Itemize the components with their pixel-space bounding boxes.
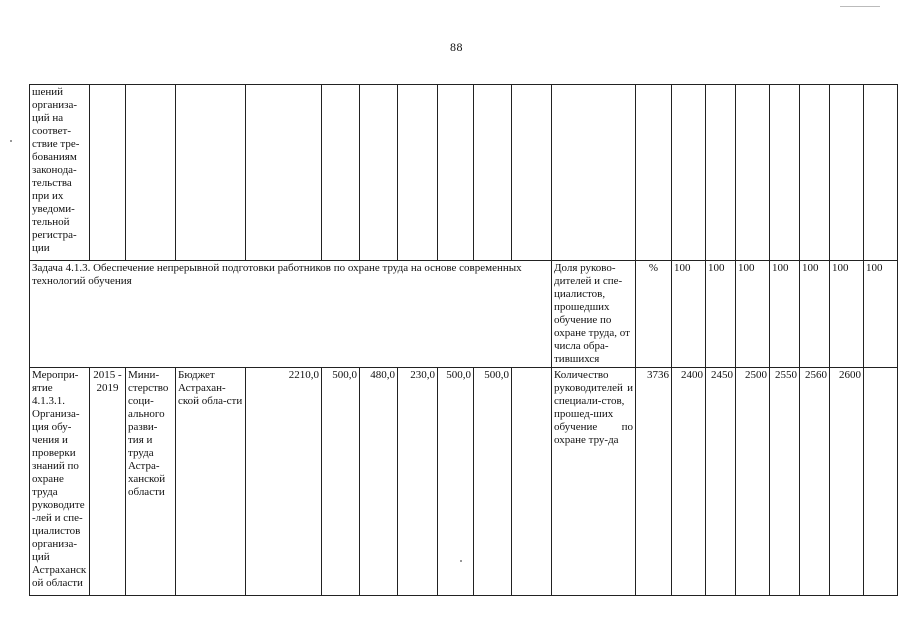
value-cell: 2400 <box>672 368 706 596</box>
empty-cell <box>706 85 736 261</box>
empty-cell <box>770 85 800 261</box>
value-cell: 100 <box>736 261 770 368</box>
empty-cell <box>552 85 636 261</box>
task-cell: Задача 4.1.3. Обеспечение непрерывной подготовки работников по охране труда на основе современных технологий обучения <box>30 261 552 368</box>
funding-source-cell: Бюджет Астрахан-ской обла-сти <box>176 368 246 596</box>
table-row <box>30 368 898 596</box>
empty-cell <box>512 85 552 261</box>
year-cell: 500,0 <box>322 368 360 596</box>
empty-cell <box>474 85 512 261</box>
value-cell: 2550 <box>770 368 800 596</box>
measure-cell: Меропри-ятие 4.1.3.1. Организа-ция обу-чения и проверки знаний по охране труда руководите-лей и спе-циалистов организа-ций Астраханской области <box>30 368 90 596</box>
empty-cell <box>246 85 322 261</box>
empty-cell <box>864 368 898 596</box>
table-row <box>30 85 898 261</box>
table-row <box>30 261 898 368</box>
value-cell: 100 <box>864 261 898 368</box>
year-cell: 500,0 <box>438 368 474 596</box>
year-cell: 480,0 <box>360 368 398 596</box>
scan-artifact <box>840 6 880 7</box>
program-table <box>29 84 898 596</box>
value-cell: 2560 <box>800 368 830 596</box>
empty-cell <box>672 85 706 261</box>
empty-cell <box>864 85 898 261</box>
executor-cell: Мини-стерство соци-ального разви-тия и труда Астра-ханской области <box>126 368 176 596</box>
empty-cell <box>800 85 830 261</box>
value-cell: 2500 <box>736 368 770 596</box>
period-cell: 2015 - 2019 <box>90 368 126 596</box>
unit-cell: % <box>636 261 672 368</box>
page-number: 88 <box>450 40 463 54</box>
year-cell: 230,0 <box>398 368 438 596</box>
year-cell: 500,0 <box>474 368 512 596</box>
value-cell: 2450 <box>706 368 736 596</box>
indicator-cell: Количество руководителей и специали-стов, прошед-ших обучение по охране тру-да <box>552 368 636 596</box>
total-cell: 2210,0 <box>246 368 322 596</box>
empty-cell <box>438 85 474 261</box>
empty-cell <box>176 85 246 261</box>
empty-cell <box>360 85 398 261</box>
value-cell: 100 <box>800 261 830 368</box>
value-cell: 100 <box>770 261 800 368</box>
empty-cell <box>126 85 176 261</box>
value-cell: 100 <box>672 261 706 368</box>
empty-cell <box>322 85 360 261</box>
empty-cell <box>830 85 864 261</box>
value-cell: 2600 <box>830 368 864 596</box>
value-cell: 100 <box>830 261 864 368</box>
value-cell: 100 <box>706 261 736 368</box>
empty-cell <box>90 85 126 261</box>
measure-cell: шений организа-ций на соответ-ствие тре-бованиям законода-тельства при их уведоми-тельной регистра-ции <box>30 85 90 261</box>
scan-dot <box>10 140 12 142</box>
indicator-cell: Доля руково-дителей и спе-циалистов, прошедших обучение по охране труда, от числа обра-тившихся <box>552 261 636 368</box>
empty-cell <box>398 85 438 261</box>
empty-cell <box>736 85 770 261</box>
value-cell: 3736 <box>636 368 672 596</box>
empty-cell <box>636 85 672 261</box>
empty-cell <box>512 368 552 596</box>
